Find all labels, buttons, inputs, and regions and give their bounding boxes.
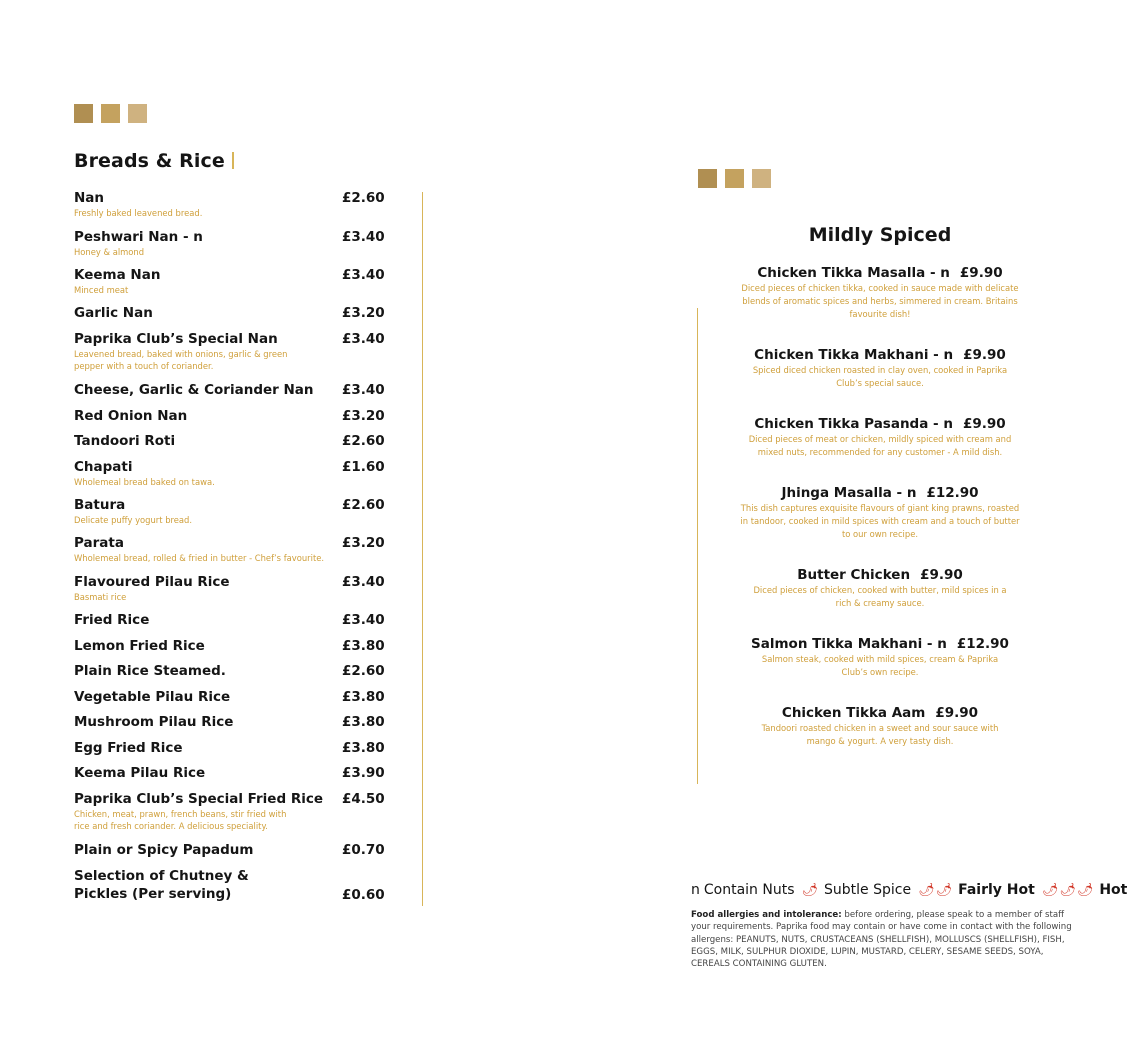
dish-price: £9.90 <box>920 567 963 583</box>
item-name: Red Onion Nan <box>74 408 188 424</box>
decor-square <box>725 169 744 188</box>
dish-price: £9.90 <box>959 265 1003 281</box>
item-price: £3.20 <box>342 408 385 424</box>
dish-name-line <box>735 704 1025 722</box>
item-name: Garlic Nan <box>74 305 153 321</box>
item-price: £3.90 <box>342 765 385 781</box>
section-title-breads-rice <box>74 150 234 172</box>
item-price: £3.80 <box>342 638 385 654</box>
menu-item <box>74 688 384 706</box>
item-price: £3.20 <box>342 305 385 321</box>
menu-item <box>74 432 384 450</box>
menu-item <box>74 573 384 603</box>
item-name: Nan <box>74 190 105 206</box>
hot-label: Hot <box>1099 882 1128 898</box>
menu-item <box>74 534 384 564</box>
menu-item <box>74 266 384 296</box>
decor-square <box>128 104 147 123</box>
item-name: Lemon Fried Rice <box>74 638 205 654</box>
dish-name: Chicken Tikka Aam <box>781 705 926 721</box>
allergy-notice <box>691 909 1081 970</box>
dish-price: £9.90 <box>935 705 979 721</box>
nuts-label: Contain Nuts <box>703 882 795 898</box>
item-name: Cheese, Garlic & Coriander Nan <box>74 382 314 398</box>
fairly-hot-label: Fairly Hot <box>958 882 1035 898</box>
item-desc: Wholemeal bread baked on tawa. <box>74 477 215 487</box>
dish-price: £9.90 <box>963 347 1006 363</box>
dish-price: £12.90 <box>956 636 1009 652</box>
dish-name-line <box>735 346 1025 364</box>
item-name: Mushroom Pilau Rice <box>74 714 234 730</box>
item-price: £3.40 <box>342 382 385 398</box>
item-price: £3.80 <box>342 740 385 756</box>
allergy-text: before ordering, please speak to a member of staff your requirements. Paprika food may contain or have come in contact with the following allergens: PEANUTS, NUTS, CRUSTACEANS (SHELLFISH), MOLLUSCS (SHELLFISH), FISH, EGGS, MILK, SULPHUR DIOXIDE, LUPIN, MUSTARD, CELERY, SESAME SEEDS, SOYA, CEREALS CONTAINING GLUTEN. <box>691 910 1072 970</box>
item-price: £1.60 <box>342 459 385 475</box>
dish-desc: Spiced diced chicken roasted in clay oven, cooked in Paprika Club’s special sauce. <box>752 365 1008 388</box>
menu-item <box>74 228 384 258</box>
dish-item <box>735 415 1025 459</box>
item-name: Plain or Spicy Papadum <box>74 842 254 858</box>
menu-item <box>74 189 384 219</box>
item-name: Egg Fried Rice <box>74 740 183 756</box>
right-decor-squares <box>698 169 771 188</box>
dish-desc: Diced pieces of meat or chicken, mildly spiced with cream and mixed nuts, recommended for any customer - A mild dish. <box>748 434 1012 457</box>
title-accent-bar <box>232 152 234 169</box>
menu-item <box>74 713 384 731</box>
dish-name-line <box>735 635 1025 653</box>
item-price: £2.60 <box>342 663 385 679</box>
dish-name-line <box>735 484 1025 502</box>
dish-item <box>735 264 1025 321</box>
dish-name: Butter Chicken <box>797 567 911 583</box>
nuts-symbol: n <box>691 882 700 898</box>
menu-item <box>74 611 384 629</box>
item-name-line-2: Pickles (Per serving) <box>74 886 232 902</box>
item-name: Tandoori Roti <box>74 433 176 449</box>
decor-square <box>74 104 93 123</box>
dish-item <box>735 635 1025 679</box>
item-price: £3.40 <box>342 574 385 590</box>
item-price: £3.80 <box>342 714 385 730</box>
menu-item <box>74 790 384 832</box>
allergy-heading: Food allergies and intolerance: <box>691 910 842 920</box>
decor-square <box>752 169 771 188</box>
dish-price: £9.90 <box>962 416 1006 432</box>
item-price: £4.50 <box>342 791 385 807</box>
item-name: Plain Rice Steamed. <box>74 663 226 679</box>
subtle-spice-label: Subtle Spice <box>824 882 912 898</box>
spice-legend <box>691 882 1131 898</box>
item-desc: Chicken, meat, prawn, french beans, stir fried with rice and fresh coriander. A delicious speciality. <box>74 809 287 831</box>
dish-item <box>735 566 1025 610</box>
menu-item <box>74 764 384 782</box>
item-name-line-1: Selection of Chutney & <box>74 868 249 884</box>
dish-price: £12.90 <box>926 485 979 501</box>
item-name: Flavoured Pilau Rice <box>74 574 230 590</box>
item-price: £0.60 <box>342 887 385 903</box>
dish-name: Chicken Tikka Pasanda - n <box>754 416 953 432</box>
item-price: £3.20 <box>342 535 385 551</box>
item-price: £2.60 <box>342 497 385 513</box>
dish-name: Jhinga Masalla - n <box>781 485 917 501</box>
dish-desc: Salmon steak, cooked with mild spices, cream & Paprika Club’s own recipe. <box>761 654 999 677</box>
menu-item <box>74 458 384 488</box>
item-price: £2.60 <box>342 433 385 449</box>
chili-icon: 🌶 <box>801 883 820 898</box>
item-name: Parata <box>74 535 124 551</box>
dish-name: Chicken Tikka Makhani - n <box>754 347 954 363</box>
dish-name-line <box>735 415 1025 433</box>
menu-item <box>74 637 384 655</box>
dish-item <box>735 346 1025 390</box>
item-name: Keema Nan <box>74 267 161 283</box>
dish-item <box>735 484 1025 541</box>
item-desc: Leavened bread, baked with onions, garlic & green pepper with a touch of coriander. <box>74 349 288 371</box>
item-desc: Minced meat <box>74 285 129 295</box>
item-name: Keema Pilau Rice <box>74 765 206 781</box>
dish-desc: Tandoori roasted chicken in a sweet and sour sauce with mango & yogurt. A very tasty dish. <box>761 723 999 746</box>
item-price: £3.40 <box>342 331 385 347</box>
item-name: Peshwari Nan - n <box>74 229 203 245</box>
triple-chili-icon: 🌶🌶🌶 <box>1041 883 1095 898</box>
dish-name-line <box>735 566 1025 584</box>
item-price: £2.60 <box>342 190 385 206</box>
menu-item <box>74 381 384 399</box>
decor-square <box>101 104 120 123</box>
item-price: £3.40 <box>342 612 385 628</box>
dish-item <box>735 704 1025 748</box>
item-desc: Delicate puffy yogurt bread. <box>74 515 193 525</box>
item-name: Chapati <box>74 459 133 475</box>
right-divider-line <box>697 308 698 784</box>
section-title-text: Breads & Rice <box>74 150 225 172</box>
dish-name-line <box>735 264 1025 282</box>
menu-item <box>74 739 384 757</box>
item-desc: Basmati rice <box>74 592 127 602</box>
item-price: £0.70 <box>342 842 385 858</box>
left-decor-squares <box>74 104 147 123</box>
item-name: Vegetable Pilau Rice <box>74 689 231 705</box>
dish-desc: Diced pieces of chicken, cooked with butter, mild spices in a rich & creamy sauce. <box>753 585 1007 608</box>
item-price: £3.40 <box>342 229 385 245</box>
menu-item <box>74 330 384 372</box>
dish-name: Chicken Tikka Masalla - n <box>757 265 950 281</box>
section-title-mildly-spiced: Mildly Spiced <box>808 224 952 246</box>
dish-name: Salmon Tikka Makhani - n <box>751 636 947 652</box>
menu-item <box>74 304 384 322</box>
item-name: Paprika Club’s Special Fried Rice <box>74 791 324 807</box>
menu-item <box>74 841 384 859</box>
menu-item <box>74 662 384 680</box>
menu-item <box>74 407 384 425</box>
item-name: Paprika Club’s Special Nan <box>74 331 278 347</box>
item-name: Batura <box>74 497 126 513</box>
menu-item <box>74 867 384 903</box>
item-name: Fried Rice <box>74 612 150 628</box>
item-price: £3.40 <box>342 267 385 283</box>
item-desc: Honey & almond <box>74 247 145 257</box>
menu-item <box>74 496 384 526</box>
left-divider-line <box>422 192 423 906</box>
item-desc: Freshly baked leavened bread. <box>74 208 203 218</box>
dish-desc: This dish captures exquisite flavours of giant king prawns, roasted in tandoor, cooked in mild spices with cream and a touch of butter to our own recipe. <box>740 503 1020 539</box>
item-price: £3.80 <box>342 689 385 705</box>
double-chili-icon: 🌶🌶 <box>918 883 954 898</box>
dish-desc: Diced pieces of chicken tikka, cooked in sauce made with delicate blends of aromatic spices and herbs, simmered in cream. Britains favourite dish! <box>741 283 1019 319</box>
decor-square <box>698 169 717 188</box>
item-desc: Wholemeal bread, rolled & fried in butter - Chef’s favourite. <box>74 553 325 563</box>
